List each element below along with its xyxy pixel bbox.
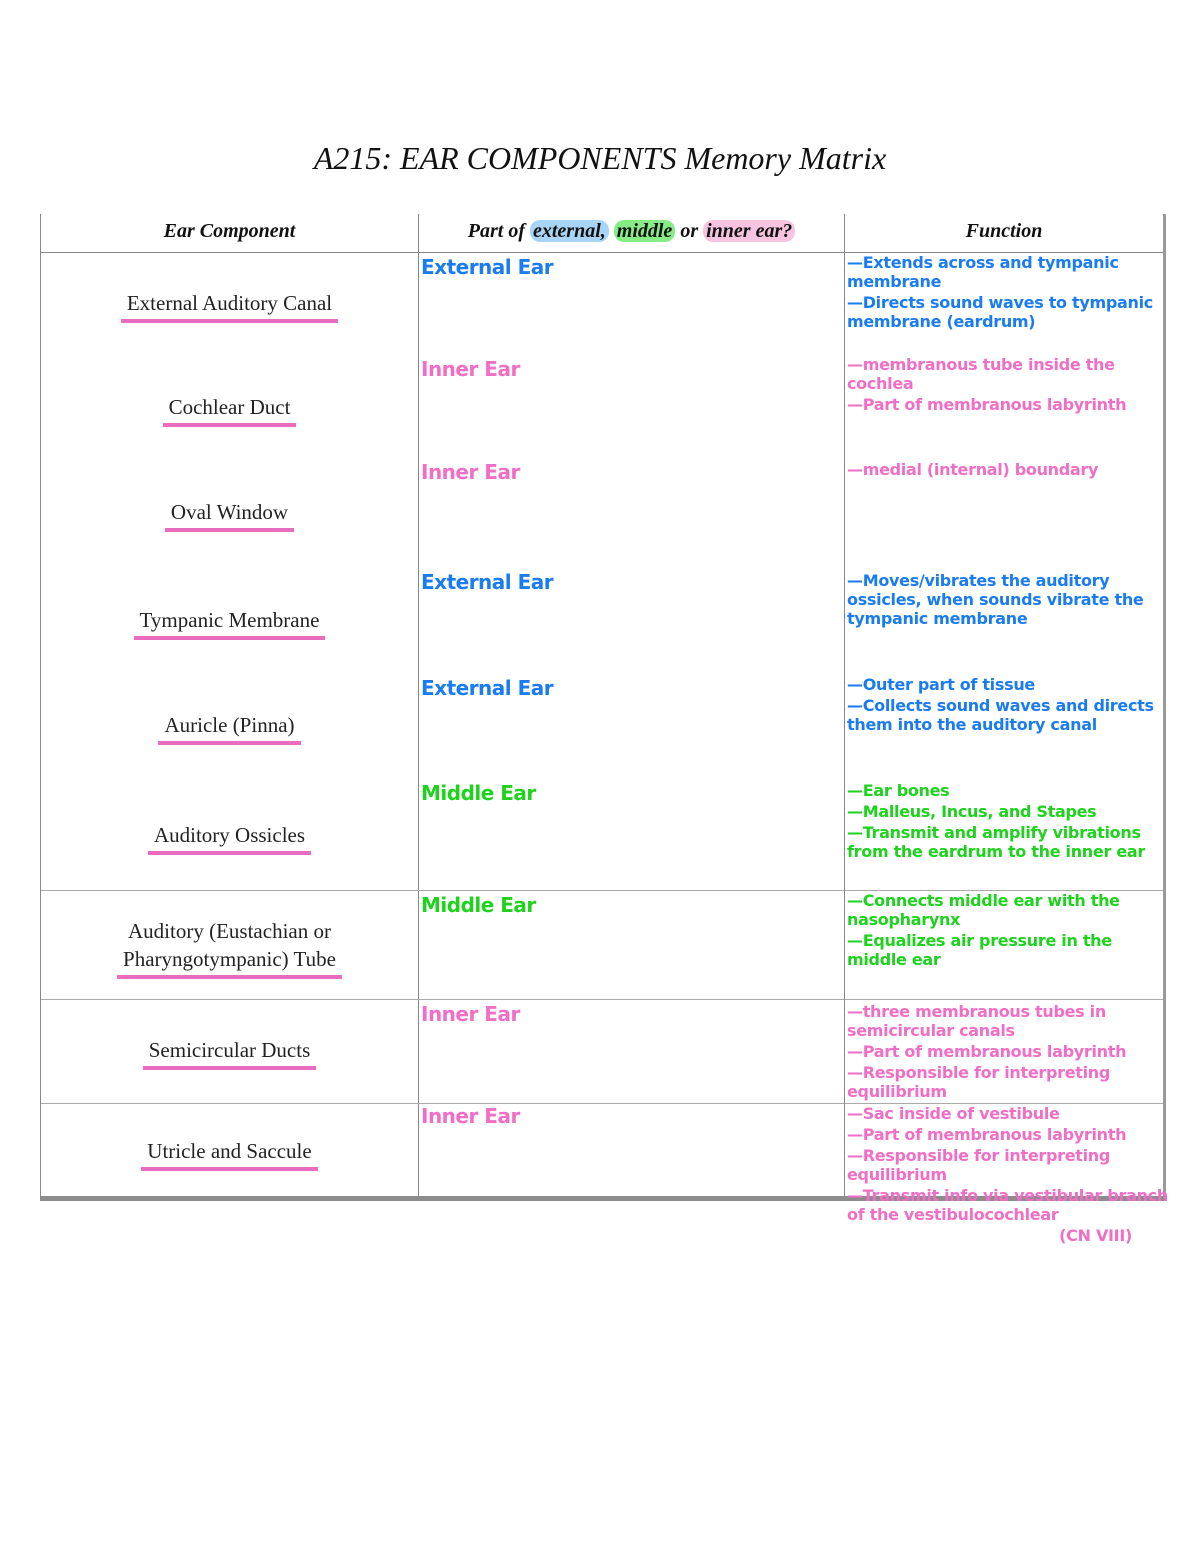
table-row <box>41 999 1163 1103</box>
highlight-inner: inner ear? <box>703 220 795 242</box>
function-cell: —medial (internal) boundary <box>847 460 1099 479</box>
component-cell: Utricle and Saccule <box>41 1137 418 1171</box>
part-cell: Inner Ear <box>421 357 520 381</box>
table-row <box>41 567 1163 673</box>
function-cell: —Ear bones —Malleus, Incus, and Stapes —Transmit and amplify vibrations from the eardrum to the inner ear <box>847 781 1145 861</box>
table-row <box>41 673 1163 779</box>
table-row <box>41 460 1163 566</box>
part-cell: External Ear <box>421 570 554 594</box>
part-cell: Middle Ear <box>421 781 536 805</box>
header-part-of-ear <box>419 220 844 243</box>
memory-matrix-table <box>40 214 1168 1245</box>
table-row <box>41 253 1163 353</box>
function-cell: —membranous tube inside the cochlea —Part of membranous labyrinth <box>847 355 1127 414</box>
function-cell: —Connects middle ear with the nasopharynx —Equalizes air pressure in the middle ear <box>847 891 1120 969</box>
component-cell: Auditory Ossicles <box>41 821 418 855</box>
table-row <box>41 890 1163 999</box>
component-cell: Semicircular Ducts <box>41 1036 418 1070</box>
table-header <box>41 214 1163 253</box>
header-ear-component: Ear Component <box>163 220 296 242</box>
component-cell: External Auditory Canal <box>41 289 418 323</box>
function-cell: —Moves/vibrates the auditory ossicles, when sounds vibrate the tympanic membrane <box>847 571 1144 628</box>
function-cell: —Sac inside of vestibule —Part of membranous labyrinth —Responsible for interpreting equilibrium —Transmit info via vestibular branch of the vestibulocochlear (CN VIII) <box>847 1104 1172 1247</box>
function-tail: (CN VIII) <box>1059 1226 1132 1245</box>
highlight-middle: middle <box>614 220 676 242</box>
function-cell: —Outer part of tissue —Collects sound waves and directs them into the auditory canal <box>847 675 1154 734</box>
highlight-external: external, <box>530 220 609 242</box>
table-row <box>41 779 1163 891</box>
function-cell: —Extends across and tympanic membrane —Directs sound waves to tympanic membrane (eardrum) <box>847 253 1153 331</box>
component-cell: Oval Window <box>41 498 418 532</box>
part-cell: External Ear <box>421 255 554 279</box>
part-cell: Middle Ear <box>421 893 536 917</box>
header-function: Function <box>965 220 1043 242</box>
function-cell: —three membranous tubes in semicircular canals —Part of membranous labyrinth —Responsible for interpreting equilibrium <box>847 1002 1127 1101</box>
component-cell: Auricle (Pinna) <box>41 711 418 745</box>
table-row <box>41 355 1163 459</box>
part-cell: External Ear <box>421 676 554 700</box>
part-cell: Inner Ear <box>421 1104 520 1128</box>
table-row <box>41 1103 1168 1245</box>
part-cell: Inner Ear <box>421 460 520 484</box>
component-cell: Cochlear Duct <box>41 393 418 427</box>
part-cell: Inner Ear <box>421 1002 520 1026</box>
component-cell: Tympanic Membrane <box>41 606 418 640</box>
header-part-prefix: Part of <box>467 220 530 242</box>
header-or: or <box>675 220 704 242</box>
page-title: A215: EAR COMPONENTS Memory Matrix <box>313 140 887 176</box>
component-cell: Auditory (Eustachian or Pharyngotympanic) Tube <box>41 917 418 979</box>
